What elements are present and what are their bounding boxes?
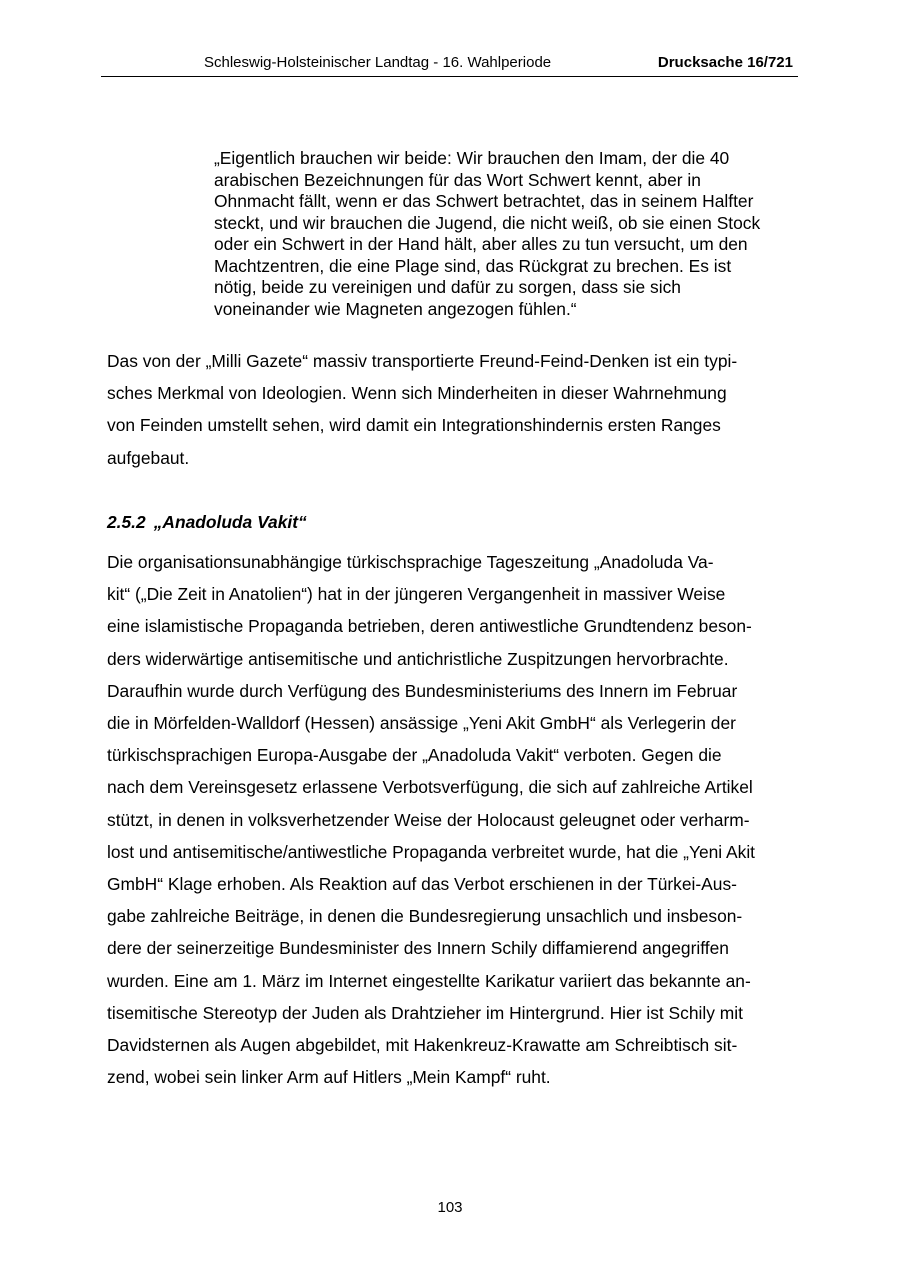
section-number: 2.5.2 [107, 512, 146, 532]
block-quote [214, 148, 800, 320]
text-line: Die organisationsunabhängige türkischsprachige Tageszeitung „Anadoluda Va- [107, 552, 714, 572]
section-title: „Anadoluda Vakit“ [153, 512, 307, 532]
quote-line: „Eigentlich brauchen wir beide: Wir brauchen den Imam, der die 40 [214, 148, 730, 168]
text-line: Davidsternen als Augen abgebildet, mit Hakenkreuz-Krawatte am Schreibtisch sit- [107, 1035, 738, 1056]
paragraph-freund-feind [107, 345, 807, 474]
text-line: die in Mörfelden-Walldorf (Hessen) ansässige „Yeni Akit GmbH“ als Verlegerin der [107, 713, 736, 734]
text-line: sches Merkmal von Ideologien. Wenn sich Minderheiten in dieser Wahrnehmung [107, 383, 727, 404]
text-line: eine islamistische Propaganda betrieben, deren antiwestliche Grundtendenz beson- [107, 616, 752, 637]
text-line: wurden. Eine am 1. März im Internet eingestellte Karikatur variiert das bekannte an- [107, 970, 751, 991]
text-line: aufgebaut. [107, 447, 190, 468]
section-heading [107, 512, 307, 533]
text-line: ders widerwärtige antisemitische und antichristliche Zuspitzungen hervorbrachte. [107, 648, 729, 669]
header-title: Schleswig-Holsteinischer Landtag - 16. Wahlperiode [204, 54, 552, 71]
document-number: Drucksache 16/721 [657, 54, 793, 71]
quote-line: steckt, und wir brauchen die Jugend, die nicht weiß, ob sie einen Stock [214, 212, 761, 233]
quote-line: oder ein Schwert in der Hand hält, aber alles zu tun versucht, um den [214, 234, 748, 254]
text-line: lost und antisemitische/antiwestliche Propaganda verbreitet wurde, hat die „Yeni Akit [107, 841, 756, 862]
text-line: tisemitische Stereotyp der Juden als Drahtzieher im Hintergrund. Hier ist Schily mit [107, 1002, 743, 1023]
text-line: Das von der „Milli Gazete“ massiv transportierte Freund-Feind-Denken ist ein typi- [107, 351, 738, 371]
text-line: GmbH“ Klage erhoben. Als Reaktion auf das Verbot erschienen in der Türkei-Aus- [107, 874, 737, 895]
text-line: dere der seinerzeitige Bundesminister des Innern Schily diffamierend angegriffen [107, 938, 729, 959]
quote-line: Ohnmacht fällt, wenn er das Schwert betrachtet, das in seinem Halfter [214, 191, 754, 211]
text-line: von Feinden umstellt sehen, wird damit ein Integrationshindernis ersten Ranges [107, 415, 721, 436]
paragraph-anadoluda-vakit [107, 546, 807, 1093]
page-number: 103 [437, 1199, 463, 1216]
page-header [101, 52, 798, 77]
quote-line: Machtzentren, die eine Plage sind, das Rückgrat zu brechen. Es ist [214, 255, 732, 276]
text-line: nach dem Vereinsgesetz erlassene Verbotsverfügung, die sich auf zahlreiche Artikel [107, 777, 753, 798]
text-line: gabe zahlreiche Beiträge, in denen die Bundesregierung unsachlich und insbeson- [107, 906, 743, 927]
quote-line: voneinander wie Magneten angezogen fühlen.“ [214, 298, 577, 319]
text-line: stützt, in denen in volksverhetzender Weise der Holocaust geleugnet oder verharm- [107, 809, 750, 830]
text-line: türkischsprachigen Europa-Ausgabe der „Anadoluda Vakit“ verboten. Gegen die [107, 745, 722, 766]
quote-line: nötig, beide zu vereinigen und dafür zu sorgen, dass sie sich [214, 277, 681, 297]
text-line: zend, wobei sein linker Arm auf Hitlers „Mein Kampf“ ruht. [107, 1067, 551, 1088]
text-line: kit“ („Die Zeit in Anatolien“) hat in der jüngeren Vergangenheit in massiver Weise [107, 584, 726, 605]
quote-line: arabischen Bezeichnungen für das Wort Schwert kennt, aber in [214, 169, 701, 190]
text-line: Daraufhin wurde durch Verfügung des Bundesministeriums des Innern im Februar [107, 680, 738, 701]
